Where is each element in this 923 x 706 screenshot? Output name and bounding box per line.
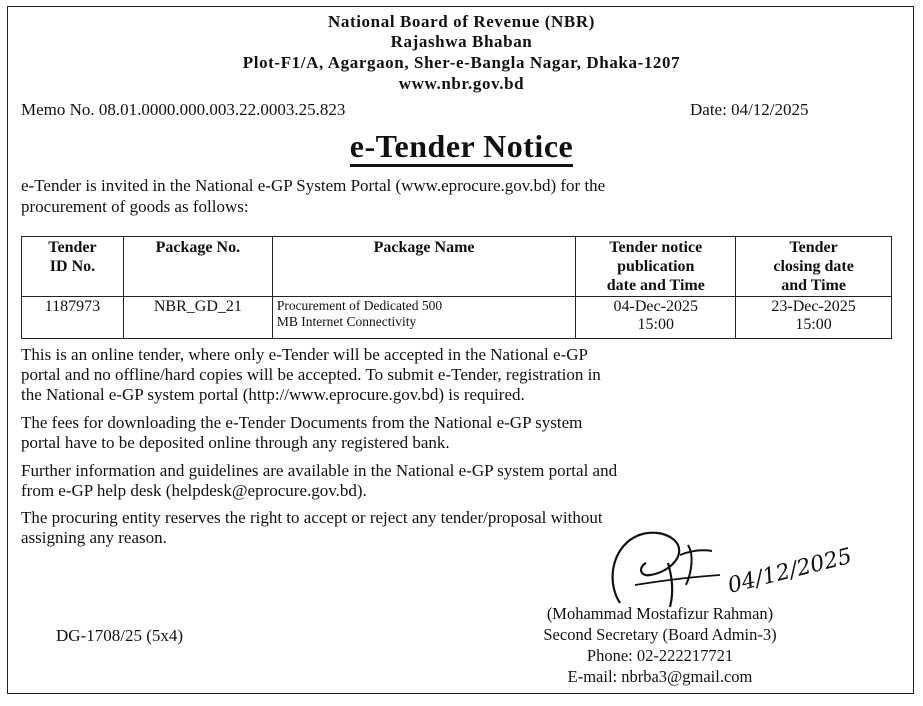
memo-date: Date: 04/12/2025	[690, 100, 809, 119]
tender-table	[21, 236, 892, 339]
cell-closing: 23-Dec-2025 15:00	[736, 297, 892, 339]
address: Plot-F1/A, Agargaon, Sher-e-Bangla Nagar, Dhaka-1207	[242, 53, 681, 72]
signatory-name: (Mohammad Mostafizur Rahman)	[546, 604, 774, 623]
header-publication: Tender notice publication date and Time	[576, 237, 736, 297]
handwritten-date: 04/12/2025	[725, 543, 855, 599]
header-closing: Tender closing date and Time	[736, 237, 892, 297]
header-package-name: Package Name	[272, 237, 576, 297]
paragraph-rights: The procuring entity reserves the right to accept or reject any tender/proposal without assigning any reason.	[21, 508, 603, 547]
table-header-row	[22, 237, 892, 297]
paragraph-further-info: Further information and guidelines are available in the National e-GP system portal and from e-GP help desk (helpdesk@eprocure.gov.bd).	[21, 461, 618, 500]
header-tender-id: Tender ID No.	[22, 237, 124, 297]
memo-number: Memo No. 08.01.0000.000.003.22.0003.25.823	[21, 100, 346, 119]
signatory-phone: Phone: 02-222217721	[586, 646, 734, 665]
notice-title-text: e-Tender Notice	[350, 128, 573, 167]
intro-line-1: e-Tender is invited in the National e-GP System Portal (www.eprocure.gov.bd) for the	[21, 176, 606, 195]
notice-title	[0, 128, 923, 165]
building-name: Rajashwa Bhaban	[390, 32, 533, 51]
cell-tender-id: 1187973	[22, 297, 124, 339]
signatory-designation: Second Secretary (Board Admin-3)	[543, 625, 777, 644]
org-name: National Board of Revenue (NBR)	[328, 12, 595, 31]
dg-reference: DG-1708/25 (5x4)	[56, 626, 184, 645]
handwritten-signature	[590, 515, 900, 615]
table-row	[22, 297, 892, 339]
signatory-email: E-mail: nbrba3@gmail.com	[567, 667, 753, 686]
cell-package-no: NBR_GD_21	[123, 297, 272, 339]
cell-publication: 04-Dec-2025 15:00	[576, 297, 736, 339]
website: www.nbr.gov.bd	[398, 74, 525, 93]
paragraph-online-tender: This is an online tender, where only e-Tender will be accepted in the National e-GP portal and no offline/hard copies will be accepted. To submit e-Tender, registration in the National e-GP system portal (http://www.eprocure.gov.bd) is required.	[21, 345, 601, 404]
cell-package-name: Procurement of Dedicated 500 MB Internet Connectivity	[272, 297, 576, 339]
paragraph-fees: The fees for downloading the e-Tender Documents from the National e-GP system portal have to be deposited online through any registered bank.	[21, 413, 583, 452]
intro-line-2: procurement of goods as follows:	[21, 197, 249, 216]
header-package-no: Package No.	[123, 237, 272, 297]
